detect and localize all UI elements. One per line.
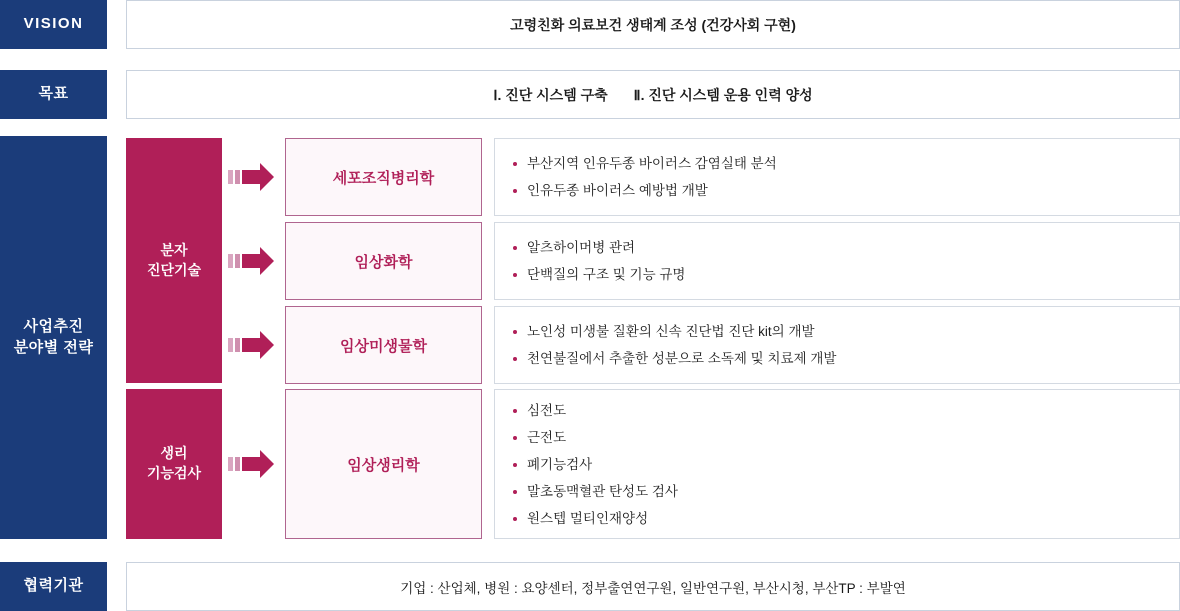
arrow-right-icon	[228, 246, 276, 276]
group-molecular-line2: 진단기술	[146, 261, 202, 278]
detail-box-cytopathology	[494, 138, 1180, 216]
goal-label	[0, 70, 107, 119]
subject-label: 임상화학	[354, 253, 413, 271]
list-item: 부산지역 인유두종 바이러스 감염실태 분석	[513, 150, 1161, 177]
detail-box-clinical-microbiology	[494, 306, 1180, 384]
vision-label	[0, 0, 107, 49]
strategy-label-line2: 분야별 전략	[13, 338, 94, 356]
vision-statement-text: 고령친화 의료보건 생태계 조성 (건강사회 구현)	[510, 16, 796, 33]
vision-label-text: VISION	[23, 15, 84, 33]
goal-item-1: Ⅰ. 진단 시스템 구축	[493, 86, 608, 103]
detail-list	[513, 318, 1161, 372]
list-item: 알츠하이머병 관려	[513, 234, 1161, 261]
group-physio-line2: 기능검사	[146, 465, 202, 481]
subject-box-clinical-microbiology	[285, 306, 482, 384]
strategy-label-line1: 사업추진	[23, 318, 84, 336]
subject-label: 임상미생물학	[340, 337, 427, 355]
partner-label-text: 협력기관	[23, 577, 84, 595]
vision-statement	[126, 0, 1180, 49]
detail-list	[513, 234, 1161, 288]
strategy-label-text	[14, 317, 94, 358]
subject-box-cytopathology	[285, 138, 482, 216]
list-item: 노인성 미생불 질환의 신속 진단법 진단 kit의 개발	[513, 318, 1161, 345]
partner-label	[0, 562, 107, 611]
list-item: 단백질의 구조 및 기능 규명	[513, 261, 1161, 288]
arrow-right-icon	[228, 449, 276, 479]
subject-label: 세포조직병리학	[332, 169, 435, 187]
list-item: 근전도	[513, 424, 1161, 451]
goal-item-2: Ⅱ. 진단 시스템 운용 인력 양성	[633, 86, 813, 103]
group-physio-text	[147, 444, 201, 483]
detail-list	[513, 150, 1161, 204]
list-item: 말초동맥혈관 탄성도 검사	[513, 478, 1161, 505]
arrow-right-icon	[228, 330, 276, 360]
group-molecular-diagnostics	[126, 138, 222, 383]
list-item: 인유두종 바이러스 예방법 개발	[513, 177, 1161, 204]
list-item: 원스텝 멀티인재양성	[513, 505, 1161, 532]
list-item: 심전도	[513, 397, 1161, 424]
group-physiological-function-test	[126, 389, 222, 539]
group-molecular-line1: 분자	[160, 241, 188, 258]
subject-box-clinical-physiology	[285, 389, 482, 539]
list-item: 폐기능검사	[513, 451, 1161, 478]
detail-box-clinical-physiology	[494, 389, 1180, 539]
list-item: 천연불질에서 추출한 성분으로 소독제 및 치료제 개발	[513, 345, 1161, 372]
strategy-label	[0, 136, 107, 539]
partner-statement-text: 기업 : 산업체, 병원 : 요양센터, 정부출연연구원, 일반연구원, 부산시청, 부산TP : 부발연	[400, 580, 906, 596]
subject-label: 임상생리학	[347, 456, 420, 474]
group-physio-line1: 생리	[160, 445, 188, 462]
arrow-right-icon	[228, 162, 276, 192]
goal-statement	[126, 70, 1180, 119]
goal-label-text: 목표	[38, 85, 69, 103]
detail-box-clinical-chemistry	[494, 222, 1180, 300]
detail-list	[513, 397, 1161, 532]
group-molecular-text	[147, 241, 201, 280]
partner-statement	[126, 562, 1180, 611]
subject-box-clinical-chemistry	[285, 222, 482, 300]
